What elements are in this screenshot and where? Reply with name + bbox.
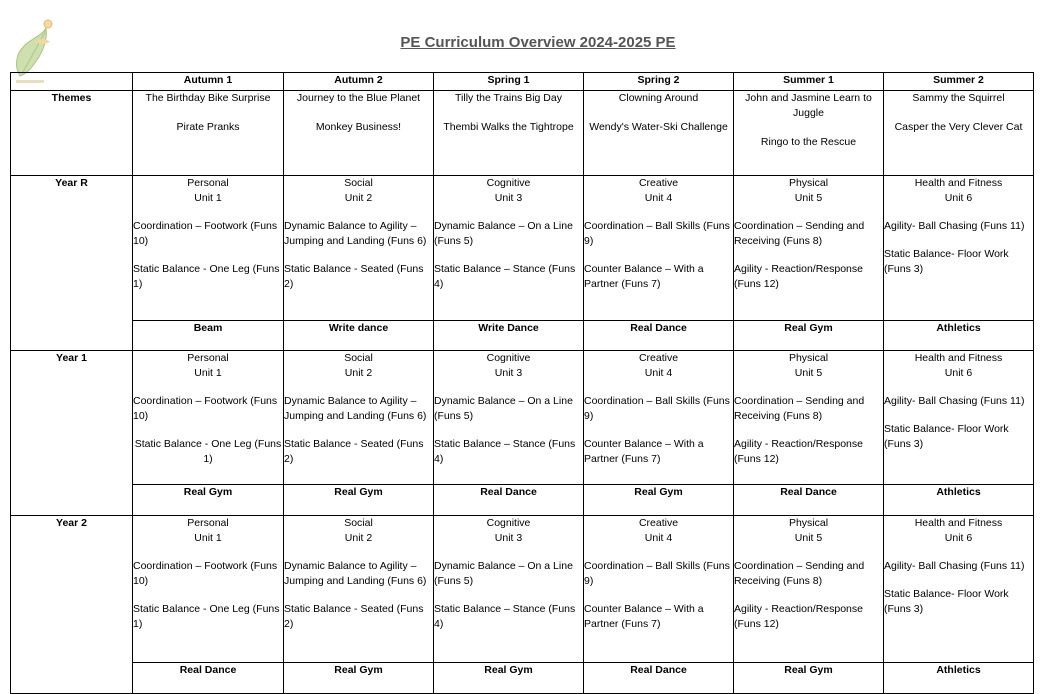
term-header: Autumn 1 (133, 73, 284, 91)
activity-cell: Real Gym (734, 663, 884, 694)
unit-number: Unit 4 (644, 367, 673, 379)
skill-1: Coordination – Ball Skills (Funs 9) (584, 220, 730, 247)
spacer (133, 546, 283, 559)
skill-2: Counter Balance – With a Partner (Funs 7) (584, 603, 704, 630)
skill-1: Coordination – Sending and Receiving (Funs 8) (734, 395, 865, 422)
year-units-row (11, 176, 1034, 321)
spacer (133, 206, 283, 219)
skill-1: Dynamic Balance – On a Line (Funs 5) (434, 220, 573, 247)
year-activity-row (11, 485, 1034, 516)
spacer (133, 424, 283, 437)
skill-2: Static Balance- Floor Work (Funs 3) (884, 588, 1009, 615)
unit-area: Cognitive (486, 352, 531, 364)
theme-title-1: John and Jasmine Learn to Juggle (745, 92, 872, 119)
unit-area: Creative (638, 517, 679, 529)
skill-1: Dynamic Balance to Agility – Jumping and Landing (Funs 6) (284, 220, 427, 247)
skill-2: Static Balance – Stance (Funs 4) (434, 603, 576, 630)
spacer (284, 106, 433, 120)
skill-2: Agility - Reaction/Response (Funs 12) (734, 263, 863, 290)
year-activity-row (11, 321, 1034, 351)
skill-1: Coordination – Footwork (Funs 10) (133, 395, 278, 422)
theme-cell (434, 91, 584, 176)
year-activity-row (11, 663, 1034, 694)
term-header: Summer 1 (734, 73, 884, 91)
activity-cell: Athletics (884, 663, 1034, 694)
skill-2: Static Balance - One Leg (Funs 1) (133, 603, 280, 630)
unit-cell (734, 516, 884, 663)
unit-number: Unit 1 (194, 192, 222, 204)
term-header: Spring 2 (584, 73, 734, 91)
spacer (434, 381, 583, 394)
theme-title-2: Monkey Business! (315, 121, 402, 133)
activity-cell: Real Dance (434, 485, 584, 516)
unit-number: Unit 5 (794, 192, 823, 204)
year-units-row (11, 351, 1034, 485)
activity-cell: Real Dance (584, 663, 734, 694)
skill-2: Static Balance - Seated (Funs 2) (284, 438, 424, 465)
unit-area: Physical (788, 352, 829, 364)
unit-number: Unit 6 (944, 367, 973, 379)
unit-cell (434, 351, 584, 485)
unit-area: Health and Fitness (914, 352, 1003, 364)
spacer (133, 249, 283, 262)
unit-cell (734, 351, 884, 485)
unit-number: Unit 4 (644, 532, 673, 544)
theme-title-2: Pirate Pranks (176, 121, 240, 133)
themes-row (11, 91, 1034, 176)
skill-1: Dynamic Balance – On a Line (Funs 5) (434, 395, 573, 422)
activity-cell: Write Dance (434, 321, 584, 351)
skill-1: Dynamic Balance – On a Line (Funs 5) (434, 560, 573, 587)
skill-1: Coordination – Ball Skills (Funs 9) (584, 395, 730, 422)
skill-2: Static Balance – Stance (Funs 4) (434, 263, 576, 290)
unit-area: Social (344, 352, 373, 364)
unit-area: Personal (187, 352, 229, 364)
theme-title-1: The Birthday Bike Surprise (145, 92, 271, 104)
spacer (284, 589, 433, 602)
unit-number: Unit 2 (344, 532, 373, 544)
spacer (884, 381, 1033, 394)
skill-1: Agility- Ball Chasing (Funs 11) (884, 560, 1025, 572)
spacer (884, 409, 1033, 422)
spacer (884, 206, 1033, 219)
theme-title-1: Tilly the Trains Big Day (455, 92, 562, 104)
skill-1: Agility- Ball Chasing (Funs 11) (884, 220, 1025, 232)
theme-title-1: Clowning Around (618, 92, 699, 104)
theme-cell (284, 91, 434, 176)
skill-2: Static Balance - Seated (Funs 2) (284, 603, 424, 630)
skill-2: Agility - Reaction/Response (Funs 12) (734, 603, 863, 630)
skill-1: Dynamic Balance to Agility – Jumping and Landing (Funs 6) (284, 560, 427, 587)
theme-cell (734, 91, 884, 176)
unit-number: Unit 2 (344, 192, 373, 204)
term-header-row (11, 73, 1034, 91)
unit-cell (884, 176, 1034, 321)
spacer (884, 546, 1033, 559)
activity-cell: Athletics (884, 485, 1034, 516)
spacer (434, 206, 583, 219)
unit-cell (133, 516, 284, 663)
term-header: Summer 2 (884, 73, 1034, 91)
theme-title-1: Journey to the Blue Planet (296, 92, 421, 104)
unit-number: Unit 3 (494, 192, 523, 204)
skill-1: Agility- Ball Chasing (Funs 11) (884, 395, 1025, 407)
unit-cell (434, 176, 584, 321)
skill-1: Coordination – Ball Skills (Funs 9) (584, 560, 730, 587)
unit-area: Personal (187, 177, 229, 189)
term-header: Autumn 2 (284, 73, 434, 91)
activity-cell: Real Dance (734, 485, 884, 516)
spacer (284, 424, 433, 437)
skill-2: Static Balance – Stance (Funs 4) (434, 438, 576, 465)
spacer (734, 206, 883, 219)
skill-1: Dynamic Balance to Agility – Jumping and Landing (Funs 6) (284, 395, 427, 422)
unit-cell (434, 516, 584, 663)
skill-2: Counter Balance – With a Partner (Funs 7) (584, 438, 704, 465)
unit-number: Unit 4 (644, 192, 673, 204)
spacer (284, 206, 433, 219)
unit-area: Physical (788, 177, 829, 189)
unit-area: Health and Fitness (914, 517, 1003, 529)
unit-number: Unit 3 (494, 367, 523, 379)
spacer (734, 546, 883, 559)
skill-2: Static Balance - Seated (Funs 2) (284, 263, 424, 290)
unit-cell (584, 176, 734, 321)
unit-area: Social (344, 517, 373, 529)
spacer (434, 424, 583, 437)
spacer (284, 249, 433, 262)
unit-area: Personal (187, 517, 229, 529)
unit-area: Physical (788, 517, 829, 529)
spacer (884, 574, 1033, 587)
spacer (284, 381, 433, 394)
spacer (434, 589, 583, 602)
spacer (434, 106, 583, 120)
activity-cell: Athletics (884, 321, 1034, 351)
unit-area: Creative (638, 177, 679, 189)
unit-number: Unit 6 (944, 192, 973, 204)
unit-area: Cognitive (486, 177, 531, 189)
unit-number: Unit 2 (344, 367, 373, 379)
skill-2: Static Balance - One Leg (Funs 1) (133, 263, 280, 290)
spacer (734, 249, 883, 262)
unit-cell (884, 516, 1034, 663)
spacer (584, 546, 733, 559)
skill-2: Static Balance - One Leg (Funs 1) (134, 438, 282, 465)
activity-cell: Real Gym (584, 485, 734, 516)
themes-label: Themes (11, 91, 133, 176)
year-label: Year R (11, 176, 133, 351)
skill-1: Coordination – Footwork (Funs 10) (133, 560, 278, 587)
unit-number: Unit 5 (794, 367, 823, 379)
spacer (434, 249, 583, 262)
activity-cell: Real Dance (133, 663, 284, 694)
theme-cell (133, 91, 284, 176)
unit-number: Unit 6 (944, 532, 973, 544)
skill-2: Static Balance- Floor Work (Funs 3) (884, 423, 1009, 450)
theme-title-2: Wendy's Water-Ski Challenge (589, 121, 728, 133)
unit-area: Health and Fitness (914, 177, 1003, 189)
activity-cell: Write dance (284, 321, 434, 351)
skill-1: Coordination – Footwork (Funs 10) (133, 220, 278, 247)
spacer (584, 206, 733, 219)
unit-cell (284, 176, 434, 321)
unit-cell (284, 516, 434, 663)
unit-cell (133, 351, 284, 485)
spacer (734, 381, 883, 394)
theme-title-2: Thembi Walks the Tightrope (443, 121, 574, 133)
spacer (734, 424, 883, 437)
year-units-row (11, 516, 1034, 663)
page-title: PE Curriculum Overview 2024-2025 PE (400, 34, 676, 51)
year-label: Year 1 (11, 351, 133, 516)
unit-area: Creative (638, 352, 679, 364)
unit-cell (584, 516, 734, 663)
unit-area: Social (344, 177, 373, 189)
term-header: Spring 1 (434, 73, 584, 91)
theme-title-2: Casper the Very Clever Cat (894, 121, 1023, 133)
unit-number: Unit 3 (494, 532, 523, 544)
activity-cell: Real Dance (584, 321, 734, 351)
spacer (434, 546, 583, 559)
spacer (133, 381, 283, 394)
activity-cell: Real Gym (284, 663, 434, 694)
skill-1: Coordination – Sending and Receiving (Funs 8) (734, 560, 865, 587)
spacer (584, 381, 733, 394)
activity-cell: Real Gym (284, 485, 434, 516)
unit-cell (133, 176, 284, 321)
spacer (584, 589, 733, 602)
unit-cell (884, 351, 1034, 485)
year-label: Year 2 (11, 516, 133, 694)
spacer (584, 424, 733, 437)
unit-cell (584, 351, 734, 485)
unit-number: Unit 5 (794, 532, 823, 544)
spacer (734, 589, 883, 602)
spacer (734, 121, 883, 135)
activity-cell: Real Gym (434, 663, 584, 694)
spacer (133, 589, 283, 602)
unit-cell (284, 351, 434, 485)
curriculum-table (10, 72, 1034, 694)
spacer (133, 106, 283, 120)
spacer (884, 234, 1033, 247)
unit-number: Unit 1 (194, 532, 222, 544)
skill-2: Counter Balance – With a Partner (Funs 7) (584, 263, 704, 290)
skill-2: Static Balance- Floor Work (Funs 3) (884, 248, 1009, 275)
activity-cell: Real Gym (734, 321, 884, 351)
theme-cell (884, 91, 1034, 176)
activity-cell: Real Gym (133, 485, 284, 516)
theme-title-1: Sammy the Squirrel (912, 92, 1005, 104)
spacer (584, 249, 733, 262)
spacer (584, 106, 733, 120)
unit-cell (734, 176, 884, 321)
unit-number: Unit 1 (194, 367, 222, 379)
theme-cell (584, 91, 734, 176)
spacer (884, 106, 1033, 120)
theme-title-2: Ringo to the Rescue (760, 136, 857, 148)
unit-area: Cognitive (486, 517, 531, 529)
activity-cell: Beam (133, 321, 284, 351)
skill-1: Coordination – Sending and Receiving (Funs 8) (734, 220, 865, 247)
skill-2: Agility - Reaction/Response (Funs 12) (734, 438, 863, 465)
spacer (284, 546, 433, 559)
corner-cell (11, 73, 133, 91)
